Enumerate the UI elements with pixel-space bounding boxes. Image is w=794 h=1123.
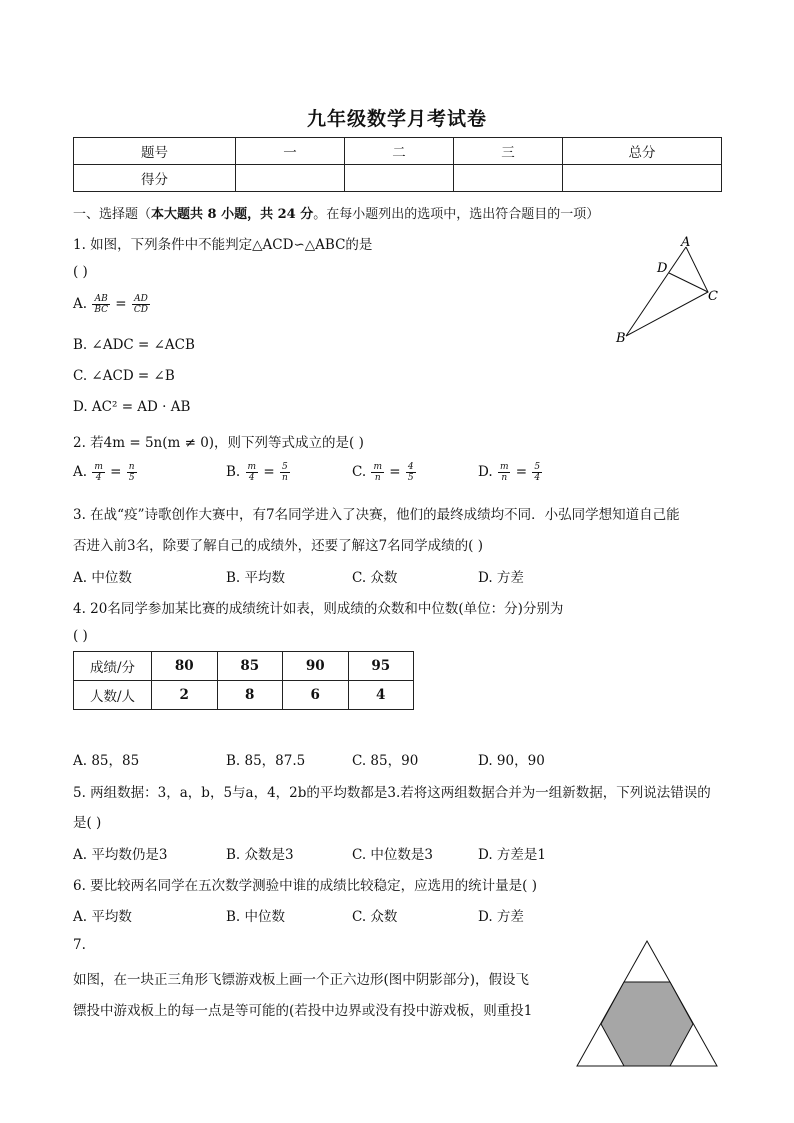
fraction	[132, 294, 150, 315]
fraction	[127, 462, 137, 483]
figure-label-c: C	[708, 289, 718, 304]
denominator: n	[281, 473, 288, 483]
score-header-cell: 题号	[74, 138, 236, 165]
numerator: m	[94, 462, 103, 472]
numerator: AB	[92, 294, 110, 305]
q6-option-b[interactable]: B. 中位数	[226, 909, 286, 925]
score-input-cell[interactable]	[454, 165, 563, 192]
question-5-line1: 5. 两组数据：3，a，b，5与a，4，2b的平均数都是3.若将这两组数据合并为一组新数据，下列说法错误的	[73, 785, 711, 801]
fraction	[371, 462, 384, 483]
figure-label-d: D	[657, 261, 668, 276]
q4-option-b[interactable]: B. 85，87.5	[226, 753, 306, 769]
option-label: D.	[478, 464, 497, 480]
question-4-stem: 4. 20名同学参加某比赛的成绩统计如表，则成绩的众数和中位数(单位：分)分别为	[73, 601, 564, 617]
table-cell: 6	[283, 681, 349, 710]
numerator: n	[128, 462, 135, 472]
score-header-cell: 三	[454, 138, 563, 165]
fraction	[498, 462, 511, 483]
q5-option-a[interactable]: A. 平均数仍是3	[73, 847, 168, 863]
score-data-table	[73, 651, 414, 710]
score-header-cell: 二	[345, 138, 454, 165]
q1-option-a[interactable]: A. $\frac{AB}{BC}$ = $\frac{AD}{CD}$	[73, 294, 149, 315]
question-1-stem: 1. 如图，下列条件中不能判定△ACD∽△ABC的是	[73, 237, 373, 253]
section-heading	[73, 203, 599, 222]
denominator: 4	[95, 473, 102, 483]
question-7-line2: 镖投中游戏板上的每一点是等可能的(若投中边界或没有投中游戏板，则重投1	[73, 1003, 533, 1019]
section-suffix: 。在每小题列出的选项中，选出符合题目的一项）	[313, 207, 600, 222]
numerator: 5	[280, 462, 290, 473]
score-input-cell[interactable]	[563, 165, 722, 192]
q3-option-b[interactable]: B. 平均数	[226, 570, 286, 586]
denominator: n	[501, 473, 508, 483]
question-6-stem: 6. 要比较两名同学在五次数学测验中谁的成绩比较稳定，应选用的统计量是( )	[73, 878, 537, 894]
denominator: BC	[94, 305, 109, 315]
q1-option-d[interactable]: D. AC² = AD · AB	[73, 399, 191, 415]
denominator: 4	[248, 473, 255, 483]
table-cell: 人数/人	[74, 681, 152, 710]
table-cell: 80	[152, 652, 218, 681]
q4-option-d[interactable]: D. 90，90	[478, 753, 545, 769]
question-7-line1: 如图，在一块正三角形飞镖游戏板上画一个正六边形(图中阴影部分)，假设飞	[73, 972, 530, 988]
q3-option-a[interactable]: A. 中位数	[73, 570, 132, 586]
q6-option-a[interactable]: A. 平均数	[73, 909, 132, 925]
q2-option-b[interactable]: B. $\frac{m}{4}$ = $\frac{5}{n}$	[226, 462, 288, 483]
q6-option-c[interactable]: C. 众数	[352, 909, 398, 925]
section-prefix: 一、选择题（	[73, 207, 152, 222]
numerator: AD	[132, 294, 150, 305]
fraction	[246, 462, 259, 483]
q5-option-b[interactable]: B. 众数是3	[226, 847, 294, 863]
section-bold: 本大题共 8 小题，共 24 分	[151, 207, 314, 222]
denominator: n	[374, 473, 381, 483]
hexagon-dartboard-figure	[574, 938, 720, 1069]
denominator: 4	[534, 473, 541, 483]
q2-option-d[interactable]: D. $\frac{m}{n}$ = $\frac{5}{4}$	[478, 462, 541, 483]
question-7-number: 7.	[73, 937, 86, 953]
table-cell: 85	[217, 652, 283, 681]
numerator: 5	[534, 462, 541, 472]
option-label: A.	[73, 464, 92, 480]
q1-option-b[interactable]: B. ∠ADC = ∠ACB	[73, 337, 195, 353]
option-label: B.	[226, 464, 245, 480]
numerator: m	[247, 462, 257, 472]
q3-option-d[interactable]: D. 方差	[478, 570, 524, 586]
q4-option-c[interactable]: C. 85，90	[352, 753, 419, 769]
fraction	[532, 462, 542, 483]
fraction	[280, 462, 290, 483]
option-label: C.	[352, 464, 371, 480]
denominator: 5	[128, 473, 135, 483]
q2-option-c[interactable]: C. $\frac{m}{n}$ = $\frac{4}{5}$	[352, 462, 414, 483]
figure-label-b: B	[616, 331, 626, 346]
table-cell: 90	[283, 652, 349, 681]
question-3-line2: 否进入前3名，除要了解自己的成绩外，还要了解这7名同学成绩的( )	[73, 538, 484, 554]
page-title: 九年级数学月考试卷	[306, 108, 487, 130]
score-header-cell: 一	[236, 138, 345, 165]
figure-label-a: A	[681, 235, 691, 250]
score-input-cell[interactable]	[236, 165, 345, 192]
question-1-paren: ( )	[73, 264, 88, 280]
question-4-paren: ( )	[73, 628, 88, 644]
score-table	[73, 137, 722, 192]
q4-option-a[interactable]: A. 85，85	[73, 753, 140, 769]
option-label: A.	[73, 296, 92, 312]
q3-option-c[interactable]: C. 众数	[352, 570, 398, 586]
score-row-label: 得分	[74, 165, 236, 192]
q5-option-c[interactable]: C. 中位数是3	[352, 847, 434, 863]
numerator: m	[499, 462, 509, 472]
q5-option-d[interactable]: D. 方差是1	[478, 847, 547, 863]
table-cell: 成绩/分	[74, 652, 152, 681]
table-cell: 4	[348, 681, 414, 710]
q6-option-d[interactable]: D. 方差	[478, 909, 524, 925]
question-3-line1: 3. 在战“疫”诗歌创作大赛中，有7名同学进入了决赛，他们的最终成绩均不同．小弘同学想知道自己能	[73, 507, 680, 523]
denominator: CD	[133, 305, 149, 315]
question-5-line2: 是( )	[73, 815, 102, 831]
fraction	[92, 462, 105, 483]
score-header-cell: 总分	[563, 138, 722, 165]
fraction	[92, 294, 110, 315]
fraction	[406, 462, 416, 483]
denominator: 5	[407, 473, 414, 483]
triangle-figure	[600, 232, 730, 347]
score-input-cell[interactable]	[345, 165, 454, 192]
table-cell: 2	[152, 681, 218, 710]
q2-option-a[interactable]: A. $\frac{m}{4}$ = $\frac{n}{5}$	[73, 462, 135, 483]
table-cell: 95	[348, 652, 414, 681]
numerator: 4	[407, 462, 414, 472]
q1-option-c[interactable]: C. ∠ACD = ∠B	[73, 368, 175, 384]
question-2-stem: 2. 若4m = 5n(m ≠ 0)，则下列等式成立的是( )	[73, 435, 364, 451]
numerator: m	[373, 462, 382, 472]
table-cell: 8	[217, 681, 283, 710]
